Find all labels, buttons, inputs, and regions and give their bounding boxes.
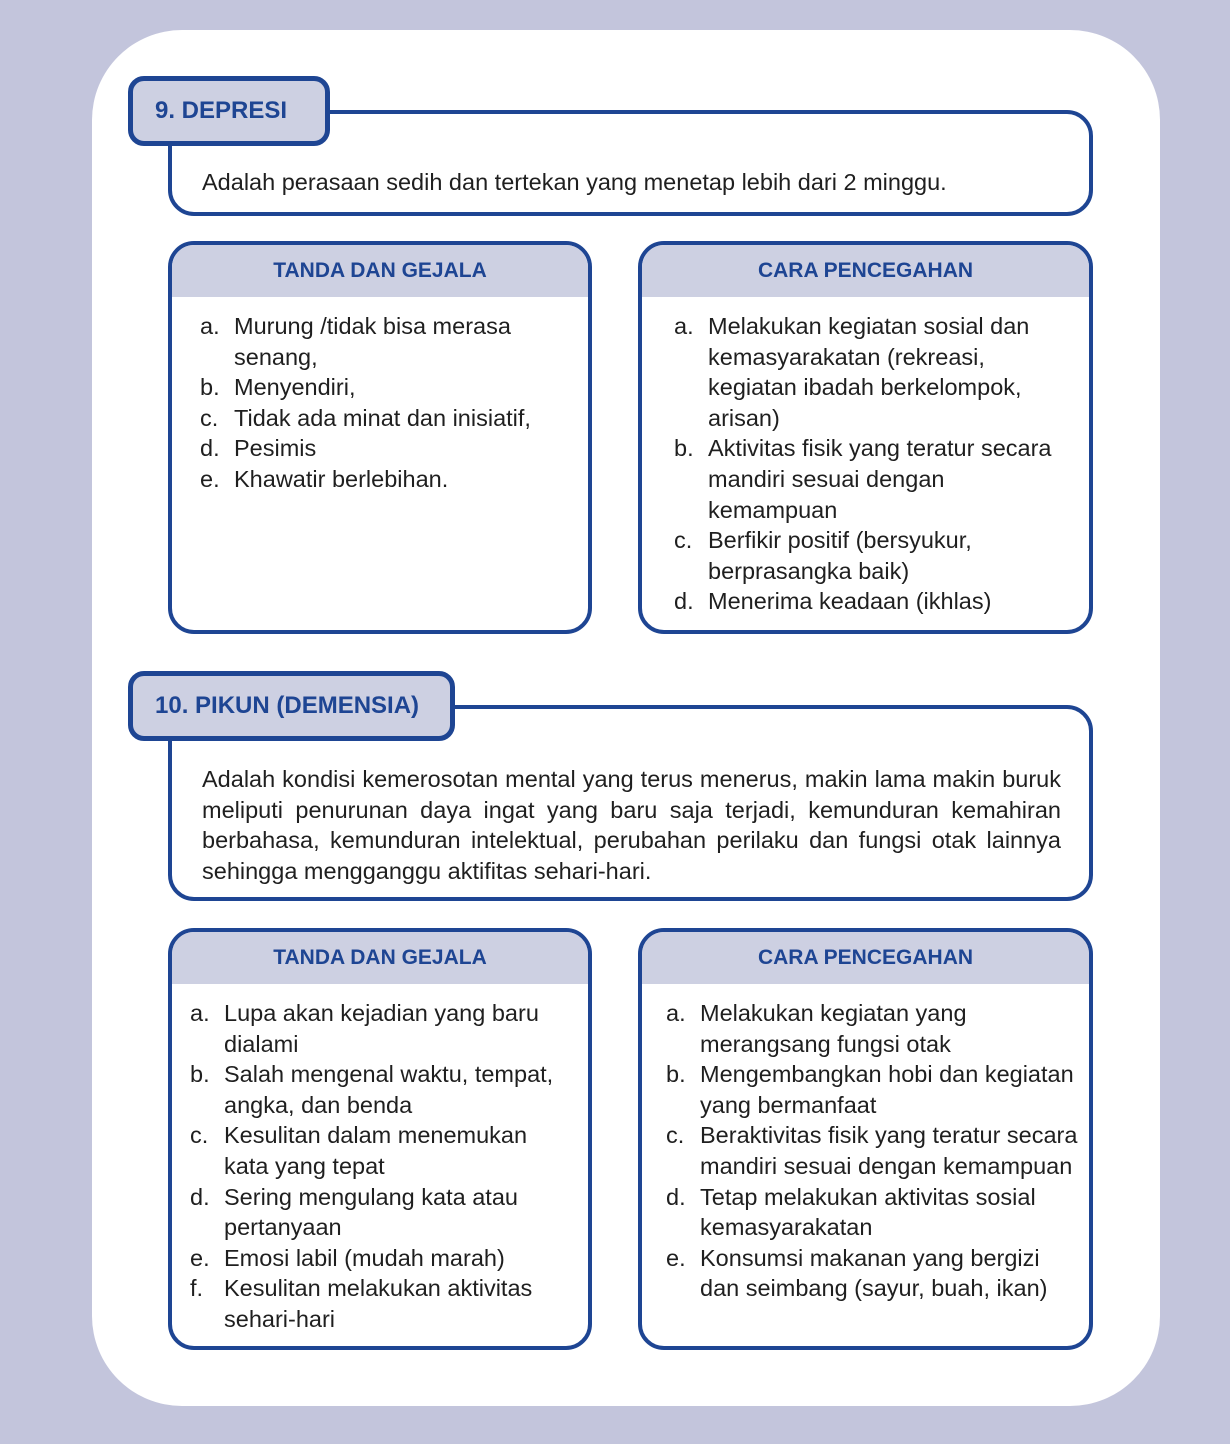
list-item: a. Murung /tidak bisa merasa senang,: [200, 313, 511, 370]
signs-list: [172, 984, 588, 1335]
list-item: b. Aktivitas fisik yang teratur secara mandiri sesuai dengan kemampuan: [674, 435, 1052, 523]
prevention-list: [642, 297, 1089, 617]
list-item: f. Kesulitan melakukan aktivitas sehari-hari: [190, 1275, 533, 1332]
list-item: d. Sering mengulang kata atau pertanyaan: [190, 1183, 518, 1241]
section-heading-depresi: 9. DEPRESI: [128, 76, 330, 146]
prevention-title: CARA PENCEGAHAN: [642, 932, 1089, 984]
list-item: a. Melakukan kegiatan yang merangsang fungsi otak: [666, 1000, 967, 1057]
list-item: e. Konsumsi makanan yang bergizi dan seimbang (sayur, buah, ikan): [666, 1244, 1048, 1302]
prevention-title: CARA PENCEGAHAN: [642, 245, 1089, 297]
prevention-box-pikun: [638, 928, 1093, 1350]
signs-box-depresi: [168, 241, 592, 634]
list-item: c. Beraktivitas fisik yang teratur secara mandiri sesuai dengan kemampuan: [666, 1122, 1078, 1179]
signs-title: TANDA DAN GEJALA: [172, 245, 588, 297]
list-item: b. Menyendiri,: [200, 374, 356, 401]
list-item: b. Salah mengenal waktu, tempat, angka, dan benda: [190, 1061, 554, 1118]
list-item: d. Pesimis: [200, 435, 317, 462]
list-item: d. Menerima keadaan (ikhlas): [674, 588, 992, 615]
list-item: c. Tidak ada minat dan inisiatif,: [200, 404, 531, 431]
signs-list: [172, 297, 588, 495]
list-item: b. Mengembangkan hobi dan kegiatan yang bermanfaat: [666, 1061, 1074, 1118]
list-item: c. Berfikir positif (bersyukur, berprasangka baik): [674, 527, 972, 584]
list-item: a. Melakukan kegiatan sosial dan kemasyarakatan (rekreasi, kegiatan ibadah berkelompok, arisan): [674, 313, 1030, 431]
list-item: e. Khawatir berlebihan.: [200, 465, 449, 492]
prevention-box-depresi: [638, 241, 1093, 634]
definition-text: Adalah perasaan sedih dan tertekan yang menetap lebih dari 2 minggu.: [202, 169, 947, 195]
list-item: a. Lupa akan kejadian yang baru dialami: [190, 1000, 539, 1057]
list-item: e. Emosi labil (mudah marah): [190, 1244, 505, 1271]
signs-box-pikun: [168, 928, 592, 1350]
signs-title: TANDA DAN GEJALA: [172, 932, 588, 984]
prevention-list: [642, 984, 1089, 1304]
section-heading-pikun: 10. PIKUN (DEMENSIA): [128, 671, 455, 741]
definition-text: Adalah kondisi kemerosotan mental yang terus menerus, makin lama makin buruk meliputi penurunan daya ingat yang baru saja terjadi, kemunduran kemahiran berbahasa, kemunduran intelektual, perubahan perilaku dan fungsi otak lainnya sehingga mengganggu aktifitas sehari-hari.: [202, 766, 1061, 884]
list-item: d. Tetap melakukan aktivitas sosial kemasyarakatan: [666, 1183, 1036, 1241]
list-item: c. Kesulitan dalam menemukan kata yang tepat: [190, 1122, 528, 1179]
